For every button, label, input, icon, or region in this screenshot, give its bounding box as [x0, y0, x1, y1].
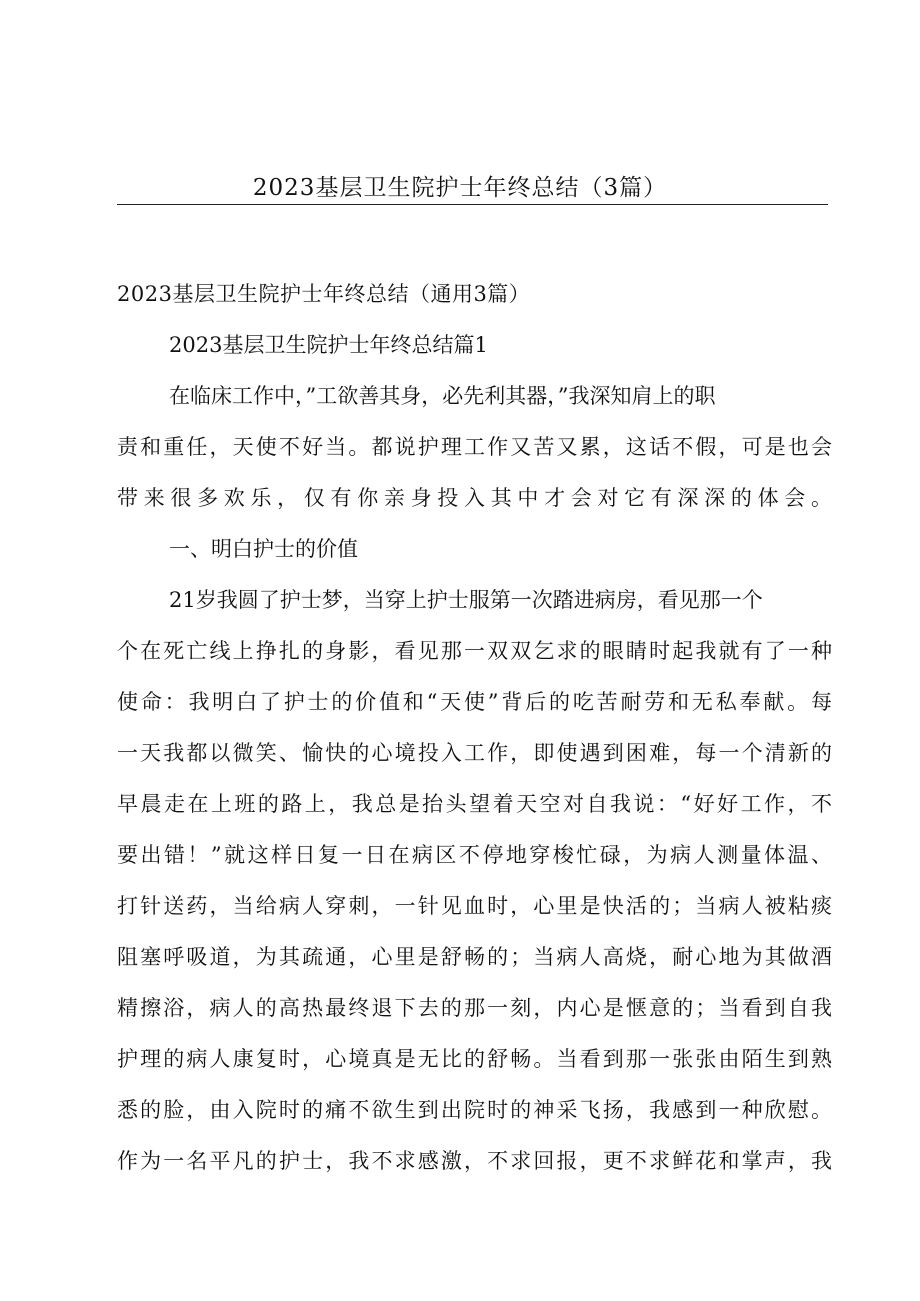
- document-title: 2023基层卫生院护士年终总结（3篇）: [252, 175, 668, 201]
- paragraph-line: 责和重任，天使不好当。都说护理工作又苦又累，这话不假，可是也会: [117, 435, 832, 459]
- paragraph-line: 带来很多欢乐，仅有你亲身投入其中才会对它有深深的体会。: [117, 486, 832, 510]
- paragraph-line: 精擦浴，病人的高热最终退下去的那一刻，内心是惬意的；当看到自我: [117, 996, 832, 1020]
- section-heading: 2023基层卫生院护士年终总结篇1: [169, 333, 488, 357]
- document-body: [117, 276, 832, 1180]
- paragraph-line: 个在死亡线上挣扎的身影，看见那一双双乞求的眼睛时起我就有了一种: [117, 639, 832, 663]
- paragraph-line: 护理的病人康复时，心境真是无比的舒畅。当看到那一张张由陌生到熟: [117, 1047, 832, 1071]
- paragraph-2: [117, 582, 832, 1180]
- paragraph-line: 一天我都以微笑、愉快的心境投入工作，即使遇到困难，每一个清新的: [117, 741, 832, 765]
- paragraph-line: 使命：我明白了护士的价值和“天使”背后的吃苦耐劳和无私奉献。每: [117, 690, 832, 714]
- title-underline: [117, 204, 828, 205]
- paragraph-1: [117, 378, 832, 517]
- paragraph-line: 在临床工作中，”工欲善其身，必先利其器，”我深知肩上的职: [169, 384, 716, 408]
- paragraph-line: 悉的脸，由入院时的痛不欲生到出院时的神采飞扬，我感到一种欣慰。: [117, 1098, 832, 1122]
- paragraph-line: 21岁我圆了护士梦，当穿上护士服第一次踏进病房，看见那一个: [169, 588, 763, 612]
- paragraph-line: 早晨走在上班的路上，我总是抬头望着天空对自我说：“好好工作，不: [117, 792, 832, 816]
- paragraph-line: 要出错！”就这样日复一日在病区不停地穿梭忙碌，为病人测量体温、: [117, 843, 832, 867]
- document-subtitle: 2023基层卫生院护士年终总结（通用3篇）: [117, 282, 531, 306]
- heading-1: 一、明白护士的价值: [169, 537, 358, 561]
- paragraph-line: 作为一名平凡的护士，我不求感激，不求回报，更不求鲜花和掌声，我: [117, 1149, 832, 1173]
- paragraph-line: 打针送药，当给病人穿刺，一针见血时，心里是快活的；当病人被粘痰: [117, 894, 832, 918]
- paragraph-line: 阻塞呼吸道，为其疏通，心里是舒畅的；当病人高烧，耐心地为其做酒: [117, 945, 832, 969]
